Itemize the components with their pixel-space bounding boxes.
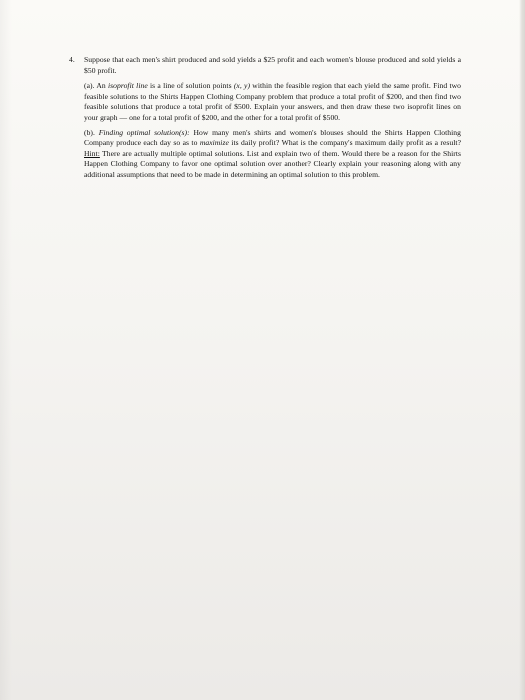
- part-a-label: (a).: [84, 81, 95, 91]
- part-b-label: (b).: [84, 127, 95, 137]
- part-a-text-1: is a line of solution points: [147, 81, 234, 91]
- part-b: [84, 128, 461, 181]
- part-a: [84, 81, 461, 123]
- part-b-text-2: its daily profit? What is the company's maximum daily profit as a result?: [228, 138, 461, 148]
- problem-4: [69, 55, 461, 185]
- part-a-lead: An: [96, 81, 108, 91]
- part-b-emph: maximize: [199, 138, 229, 148]
- page-edge: [519, 0, 525, 700]
- intro-text: Suppose that each men's shirt produced and sold yields a $25 profit and each women's blouse produced and sold yields a $50 profit.: [84, 55, 461, 75]
- page-shadow: [0, 0, 12, 700]
- part-b-term: Finding optimal solution(s):: [98, 127, 190, 137]
- part-b-text-1: How many men's shirts and women's blouses should the Shirts Happen Clothing Company produce each day so as to: [84, 127, 461, 148]
- part-a-term: isoprofit line: [108, 81, 148, 91]
- part-b-text-3: There are actually multiple optimal solutions. List and explain two of them. Would there be a reason for the Shirts Happen Clothing Company to favor one optimal solution over another? Clearly explain your reasoning along with any additional assumptions that need to be made in determining an optimal solution to this problem.: [84, 148, 461, 179]
- problem-intro: [69, 55, 461, 76]
- part-a-point: (x, y): [233, 81, 251, 91]
- part-b-hint: Hint:: [84, 148, 100, 158]
- problem-number: 4.: [69, 55, 75, 64]
- part-a-text-2: within the feasible region that each yield the same profit. Find two feasible solutions to the Shirts Happen Clothing Company problem that produce a total profit of $200, and then find two feasible solutions that produce a total profit of $500. Explain your answers, and then draw these two isoprofit lines on your graph — one for a total profit of $200, and the other for a total profit of $500.: [84, 81, 461, 122]
